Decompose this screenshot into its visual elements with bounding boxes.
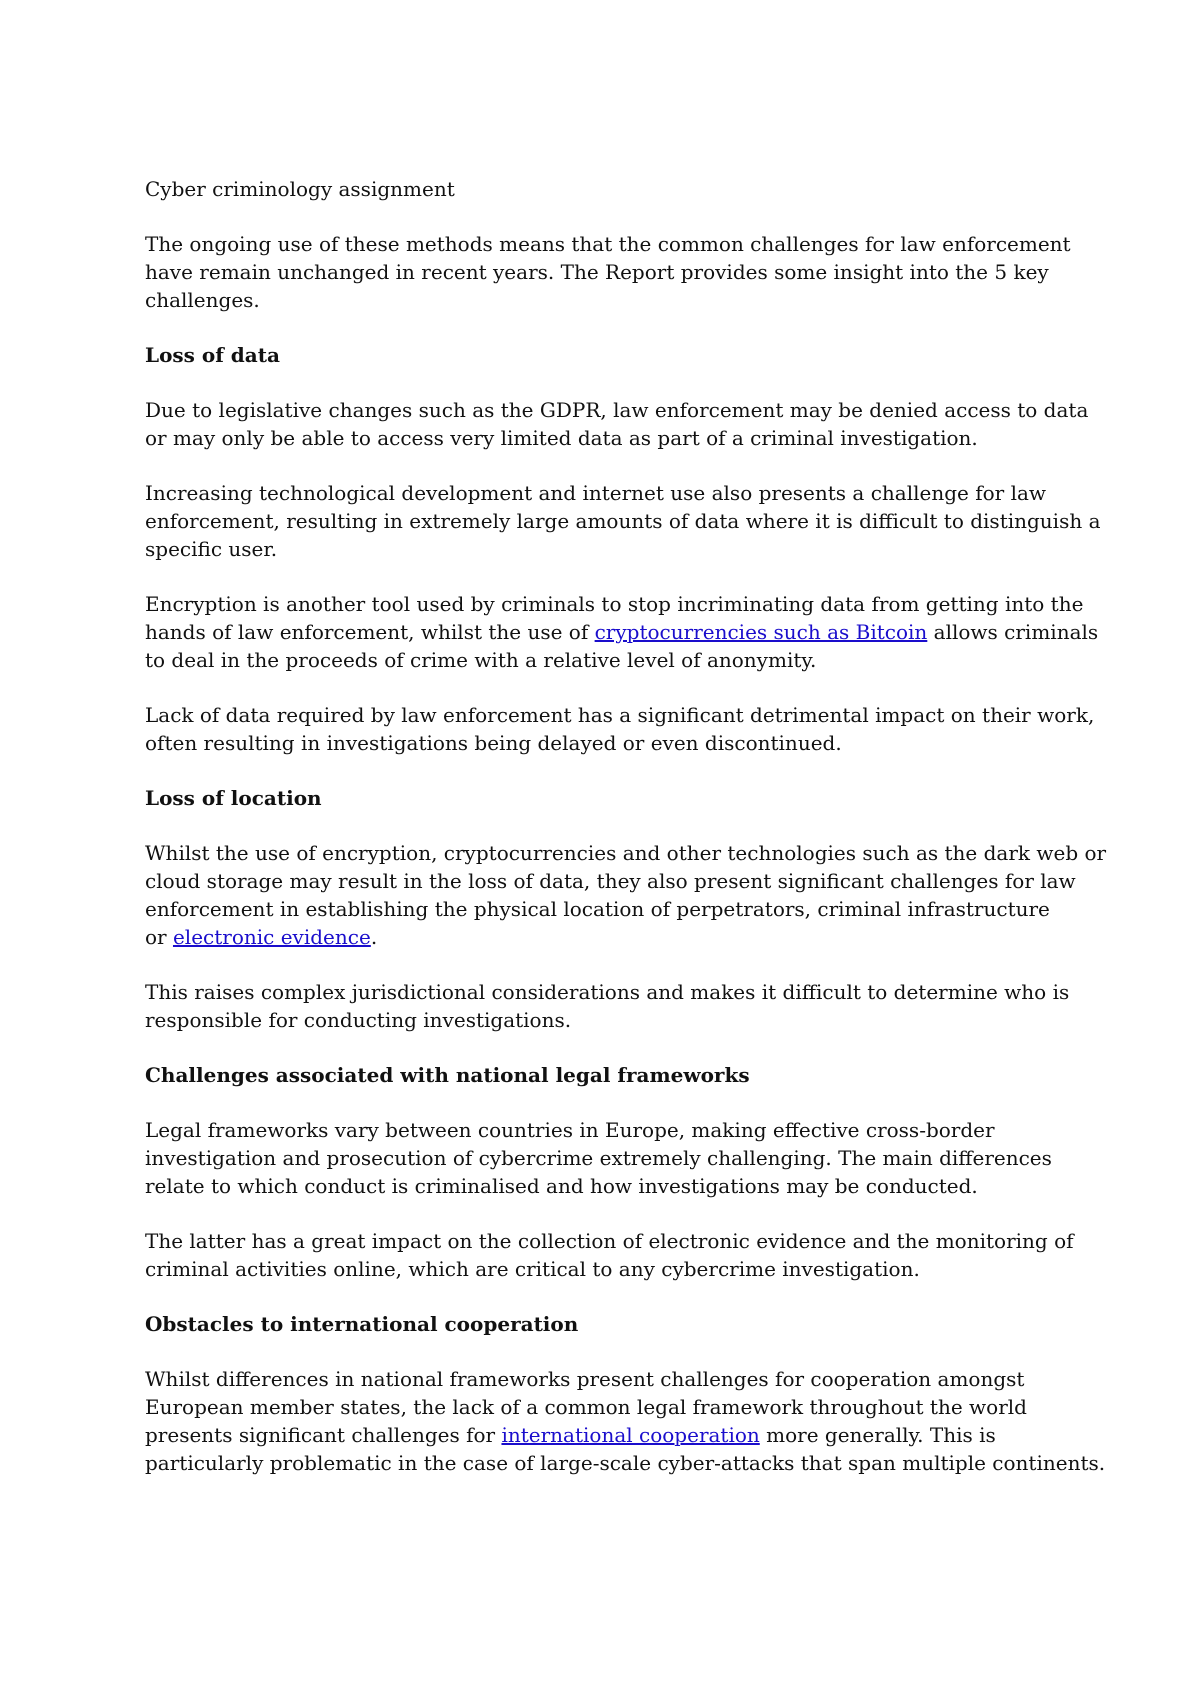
text-line: European member states, the lack of a common legal framework throughout the world — [145, 1395, 1027, 1419]
document-title: Cyber criminology assignment — [145, 177, 455, 201]
text-line: Increasing technological development and internet use also presents a challenge for law — [145, 481, 1047, 505]
text-line: Encryption is another tool used by criminals to stop incriminating data from getting into the — [145, 592, 1084, 616]
paragraph — [145, 479, 1101, 563]
text-line: investigation and prosecution of cybercrime extremely challenging. The main differences — [145, 1146, 1052, 1170]
text-line: enforcement, resulting in extremely large amounts of data where it is difficult to distinguish a — [145, 509, 1101, 533]
paragraph — [145, 839, 1107, 951]
paragraph — [145, 978, 1075, 1034]
text-line: Lack of data required by law enforcement has a significant detrimental impact on their work, — [145, 703, 1095, 727]
section-heading-international-cooperation: Obstacles to international cooperation — [145, 1312, 579, 1336]
paragraph — [145, 1365, 1106, 1477]
section-heading-loss-of-location: Loss of location — [145, 786, 322, 810]
text-line: Whilst differences in national frameworks present challenges for cooperation amongst — [145, 1367, 1025, 1391]
section-heading-loss-of-data: Loss of data — [145, 343, 280, 367]
text-line: particularly problematic in the case of large-scale cyber-attacks that span multiple continents. — [145, 1451, 1106, 1475]
text-line: specific user. — [145, 537, 278, 561]
text-line: criminal activities online, which are critical to any cybercrime investigation. — [145, 1257, 920, 1281]
text-line: have remain unchanged in recent years. The Report provides some insight into the 5 key — [145, 260, 1049, 284]
document-page — [145, 175, 1107, 1504]
text-line: often resulting in investigations being delayed or even discontinued. — [145, 731, 842, 755]
text-line: hands of law enforcement, whilst the use of cryptocurrencies such as Bitcoin allows criminals — [145, 620, 1099, 644]
text-line: presents significant challenges for international cooperation more generally. This is — [145, 1423, 996, 1447]
section-heading-legal-frameworks: Challenges associated with national legal frameworks — [145, 1063, 750, 1087]
text-line: or electronic evidence. — [145, 925, 378, 949]
link-electronic-evidence[interactable]: electronic evidence — [172, 925, 371, 949]
text-line: challenges. — [145, 288, 260, 312]
text-line: enforcement in establishing the physical location of perpetrators, criminal infrastructure — [145, 897, 1050, 921]
text-line: cloud storage may result in the loss of data, they also present significant challenges for law — [145, 869, 1076, 893]
text-line: The latter has a great impact on the collection of electronic evidence and the monitoring of — [145, 1229, 1074, 1253]
text-line: The ongoing use of these methods means that the common challenges for law enforcement — [145, 232, 1071, 256]
text-line: Whilst the use of encryption, cryptocurrencies and other technologies such as the dark web or — [145, 841, 1107, 865]
text-line: Due to legislative changes such as the GDPR, law enforcement may be denied access to data — [145, 398, 1089, 422]
paragraph — [145, 701, 1095, 757]
text-line: or may only be able to access very limited data as part of a criminal investigation. — [145, 426, 978, 450]
text-line: responsible for conducting investigations. — [145, 1008, 572, 1032]
link-cryptocurrencies[interactable]: cryptocurrencies such as Bitcoin — [594, 620, 928, 644]
text-line: Legal frameworks vary between countries in Europe, making effective cross-border — [145, 1118, 995, 1142]
paragraph — [145, 1227, 1075, 1283]
intro-paragraph — [145, 230, 1075, 314]
paragraph — [145, 1116, 1075, 1200]
paragraph — [145, 590, 1099, 674]
paragraph — [145, 396, 1089, 452]
text-line: relate to which conduct is criminalised and how investigations may be conducted. — [145, 1174, 978, 1198]
text-line: This raises complex jurisdictional considerations and makes it difficult to determine who is — [145, 980, 1070, 1004]
text-line: to deal in the proceeds of crime with a relative level of anonymity. — [145, 648, 817, 672]
link-international-cooperation[interactable]: international cooperation — [501, 1423, 760, 1447]
